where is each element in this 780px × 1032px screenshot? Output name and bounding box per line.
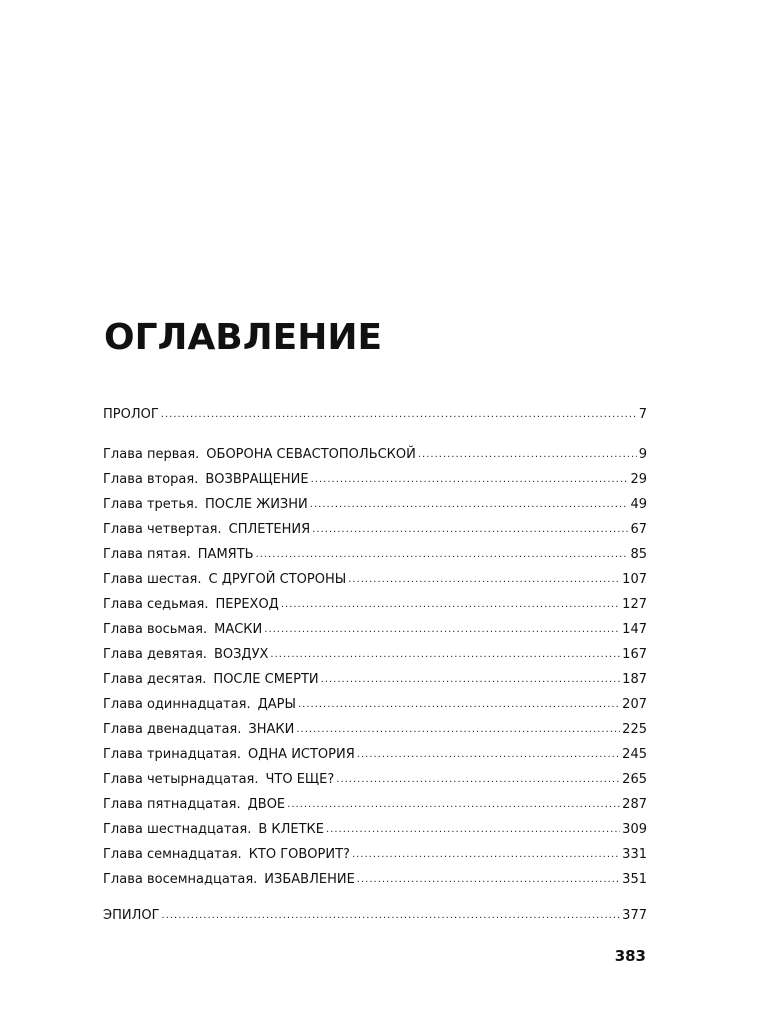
toc-entry-page: 207	[622, 697, 647, 712]
toc-entry-label: Глава десятая. ПОСЛЕ СМЕРТИ	[103, 672, 319, 687]
toc-entry-epilogue	[103, 904, 647, 924]
dot-leader	[348, 572, 620, 588]
toc-entry-chapter-6	[103, 568, 647, 588]
toc-entry-chapter-14	[103, 768, 647, 788]
toc-entry-label: Глава пятая. ПАМЯТЬ	[103, 547, 254, 562]
toc-entry-chapter-5	[103, 543, 647, 563]
toc-entry-page: 9	[638, 447, 647, 462]
dot-leader	[270, 647, 620, 663]
toc-entry-page: 187	[622, 672, 647, 687]
toc-entry-page: 7	[638, 407, 647, 422]
toc-entry-chapter-16	[103, 818, 647, 838]
dot-leader	[336, 772, 620, 788]
toc-entry-page: 49	[630, 497, 647, 512]
toc-entry-label: Глава шестая. С ДРУГОЙ СТОРОНЫ	[103, 572, 347, 587]
toc-entry-label: Глава седьмая. ПЕРЕХОД	[103, 597, 279, 612]
toc-entry-chapter-1	[103, 443, 647, 463]
toc-entry-chapter-3	[103, 493, 647, 513]
toc-entry-page: 265	[622, 772, 647, 787]
dot-leader	[326, 822, 620, 838]
toc-entry-title: ИЗБАВЛЕНИЕ	[264, 872, 355, 887]
toc-entry-label: Глава пятнадцатая. ДВОЕ	[103, 797, 286, 812]
toc-entry-chapter-13	[103, 743, 647, 763]
toc-entry-page: 147	[622, 622, 647, 637]
toc-entry-label: Глава тринадцатая. ОДНА ИСТОРИЯ	[103, 747, 355, 762]
toc-entry-chapter-9	[103, 643, 647, 663]
toc-entry-page: 67	[630, 522, 647, 537]
toc-entry-title: ЧТО ЕЩЕ?	[265, 772, 335, 787]
toc-entry-title: ОДНА ИСТОРИЯ	[248, 747, 355, 762]
toc-entry-label: Глава третья. ПОСЛЕ ЖИЗНИ	[103, 497, 308, 512]
dot-leader	[287, 797, 620, 813]
toc-entry-chapter-4	[103, 518, 647, 538]
toc-entry-label: Глава четвертая. СПЛЕТЕНИЯ	[103, 522, 311, 537]
toc-entry-prologue	[103, 403, 647, 423]
dot-leader	[312, 522, 628, 538]
toc-entry-chapter-7	[103, 593, 647, 613]
toc-entry-title: С ДРУГОЙ СТОРОНЫ	[208, 572, 347, 587]
toc-entry-chapter-10	[103, 668, 647, 688]
toc-entry-title: ДВОЕ	[247, 797, 286, 812]
toc-entry-title: КТО ГОВОРИТ?	[248, 847, 350, 862]
dot-leader	[161, 407, 637, 423]
toc-entry-page: 245	[622, 747, 647, 762]
toc-entry-label: Глава одиннадцатая. ДАРЫ	[103, 697, 296, 712]
toc-entry-page: 85	[630, 547, 647, 562]
toc-entry-title: ПЕРЕХОД	[215, 597, 279, 612]
page-title: ОГЛАВЛЕНИЕ	[104, 317, 383, 358]
toc-entry-page: 225	[622, 722, 647, 737]
toc-entry-label: Глава двенадцатая. ЗНАКИ	[103, 722, 295, 737]
dot-leader	[357, 747, 620, 763]
toc-entry-label: Глава шестнадцатая. В КЛЕТКЕ	[103, 822, 324, 837]
toc-entry-label: ЭПИЛОГ	[103, 908, 160, 923]
toc-entry-label: Глава четырнадцатая. ЧТО ЕЩЕ?	[103, 772, 335, 787]
toc-entry-title: СПЛЕТЕНИЯ	[228, 522, 311, 537]
toc-entry-page: 127	[622, 597, 647, 612]
dot-leader	[357, 872, 620, 888]
toc-entry-chapter-8	[103, 618, 647, 638]
toc-entry-label: Глава восьмая. МАСКИ	[103, 622, 263, 637]
toc-entry-title: ПАМЯТЬ	[197, 547, 254, 562]
toc-entry-chapter-18	[103, 868, 647, 888]
toc-entry-page: 309	[622, 822, 647, 837]
toc-entry-page: 351	[622, 872, 647, 887]
toc-entry-chapter-12	[103, 718, 647, 738]
toc-entry-title: ВОЗВРАЩЕНИЕ	[205, 472, 309, 487]
toc-entry-chapter-11	[103, 693, 647, 713]
page-number: 383	[614, 947, 646, 965]
toc-entry-title: ОБОРОНА СЕВАСТОПОЛЬСКОЙ	[206, 447, 416, 462]
toc-entry-page: 107	[622, 572, 647, 587]
toc-entry-page: 29	[630, 472, 647, 487]
toc-entry-page: 287	[622, 797, 647, 812]
toc-entry-title: ПОСЛЕ ЖИЗНИ	[204, 497, 308, 512]
dot-leader	[281, 597, 620, 613]
toc-entry-label: Глава восемнадцатая. ИЗБАВЛЕНИЕ	[103, 872, 355, 887]
toc-entry-chapter-15	[103, 793, 647, 813]
dot-leader	[256, 547, 629, 563]
toc-entry-page: 167	[622, 647, 647, 662]
dot-leader	[162, 908, 621, 924]
dot-leader	[298, 697, 620, 713]
toc-entry-chapter-17	[103, 843, 647, 863]
toc-entry-label: Глава семнадцатая. КТО ГОВОРИТ?	[103, 847, 350, 862]
dot-leader	[418, 447, 637, 463]
toc-entry-label: Глава девятая. ВОЗДУХ	[103, 647, 269, 662]
toc-entry-title: ДАРЫ	[257, 697, 296, 712]
toc-entry-page: 377	[622, 908, 647, 923]
dot-leader	[296, 722, 620, 738]
toc-entry-title: ЗНАКИ	[248, 722, 295, 737]
dot-leader	[321, 672, 621, 688]
toc-entry-title: В КЛЕТКЕ	[258, 822, 324, 837]
toc-entry-title: МАСКИ	[214, 622, 263, 637]
toc-entry-title: ПОСЛЕ СМЕРТИ	[213, 672, 319, 687]
dot-leader	[311, 472, 629, 488]
toc-entry-label: ПРОЛОГ	[103, 407, 159, 422]
toc-entry-label: Глава первая. ОБОРОНА СЕВАСТОПОЛЬСКОЙ	[103, 447, 416, 462]
dot-leader	[352, 847, 620, 863]
toc-entry-label: Глава вторая. ВОЗВРАЩЕНИЕ	[103, 472, 309, 487]
dot-leader	[264, 622, 620, 638]
toc-entry-title: ВОЗДУХ	[213, 647, 269, 662]
toc-entry-chapter-2	[103, 468, 647, 488]
toc-entry-page: 331	[622, 847, 647, 862]
dot-leader	[310, 497, 629, 513]
